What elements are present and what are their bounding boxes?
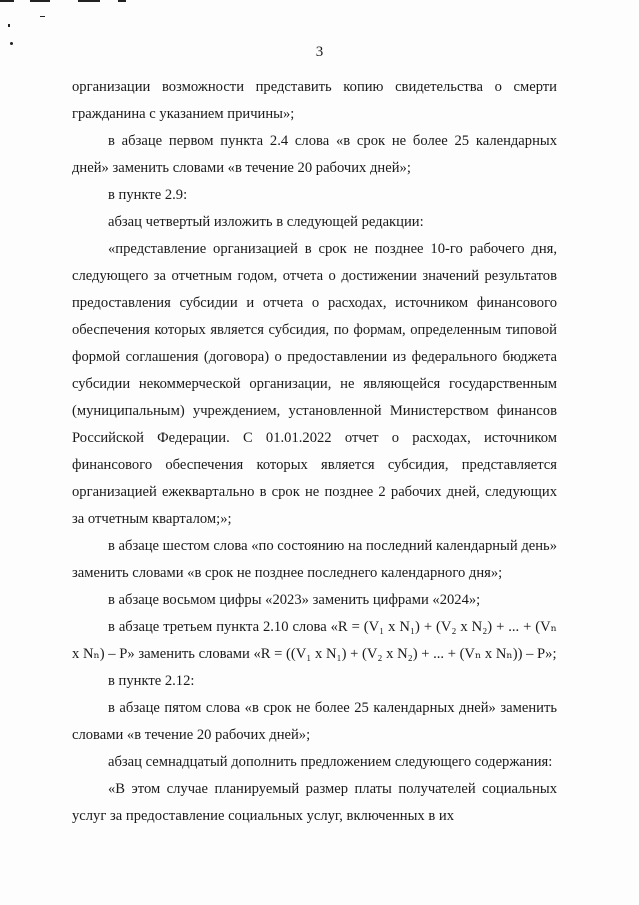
document-body [72,74,557,830]
paragraph: организации возможности представить копию свидетельства о смерти гражданина с указанием причины»; [72,79,557,122]
scan-artifact-mark [40,16,45,17]
paragraph: «В этом случае планируемый размер платы получателей социальных услуг за предоставление социальных услуг, включенных в их [72,781,557,824]
paragraph: «представление организацией в срок не позднее 10-го рабочего дня, следующего за отчетным годом, отчета о достижении значений результатов предоставления субсидии и отчета о расходах, источником финансового обеспечения которых является субсидия, по формам, определенным типовой формой соглашения (договора) о предоставлении из федерального бюджета субсидии некоммерческой организации, не являющейся государственным (муниципальным) учреждением, установленной Министерством финансов Российской Федерации. С 01.01.2022 отчет о расходах, источником финансового обеспечения которых является субсидия, представляется организацией ежеквартально в срок не позднее 2 рабочих дней, следующих за отчетным кварталом;»; [72,241,557,527]
scan-artifact-mark [30,0,50,2]
paragraph: в абзаце третьем пункта 2.10 слова «R = (V₁ x N₁) + (V₂ x N₂) + ... + (Vₙ x Nₙ) – P» заменить словами «R = ((V₁ x N₁) + (V₂ x N₂) + ... + (Vₙ x Nₙ)) – P»; [72,619,557,662]
paragraph: в пункте 2.12: [108,673,195,689]
scan-artifact-mark [0,0,14,2]
paragraph: в абзаце первом пункта 2.4 слова «в срок не более 25 календарных дней» заменить словами «в течение 20 рабочих дней»; [72,133,557,176]
paragraph: в абзаце шестом слова «по состоянию на последний календарный день» заменить словами «в срок не позднее последнего календарного дня»; [72,538,557,581]
paragraph: в абзаце пятом слова «в срок не более 25 календарных дней» заменить словами «в течение 20 рабочих дней»; [72,700,557,743]
scan-artifact-mark [8,24,10,27]
scan-artifact-mark [78,0,100,2]
paragraph: абзац семнадцатый дополнить предложением следующего содержания: [108,754,553,770]
paragraph: абзац четвертый изложить в следующей редакции: [108,214,424,230]
scan-artifact-mark [118,0,126,2]
paragraph: в пункте 2.9: [108,187,188,203]
page-number: 3 [315,44,324,60]
paragraph: в абзаце восьмом цифры «2023» заменить цифрами «2024»; [108,592,481,608]
